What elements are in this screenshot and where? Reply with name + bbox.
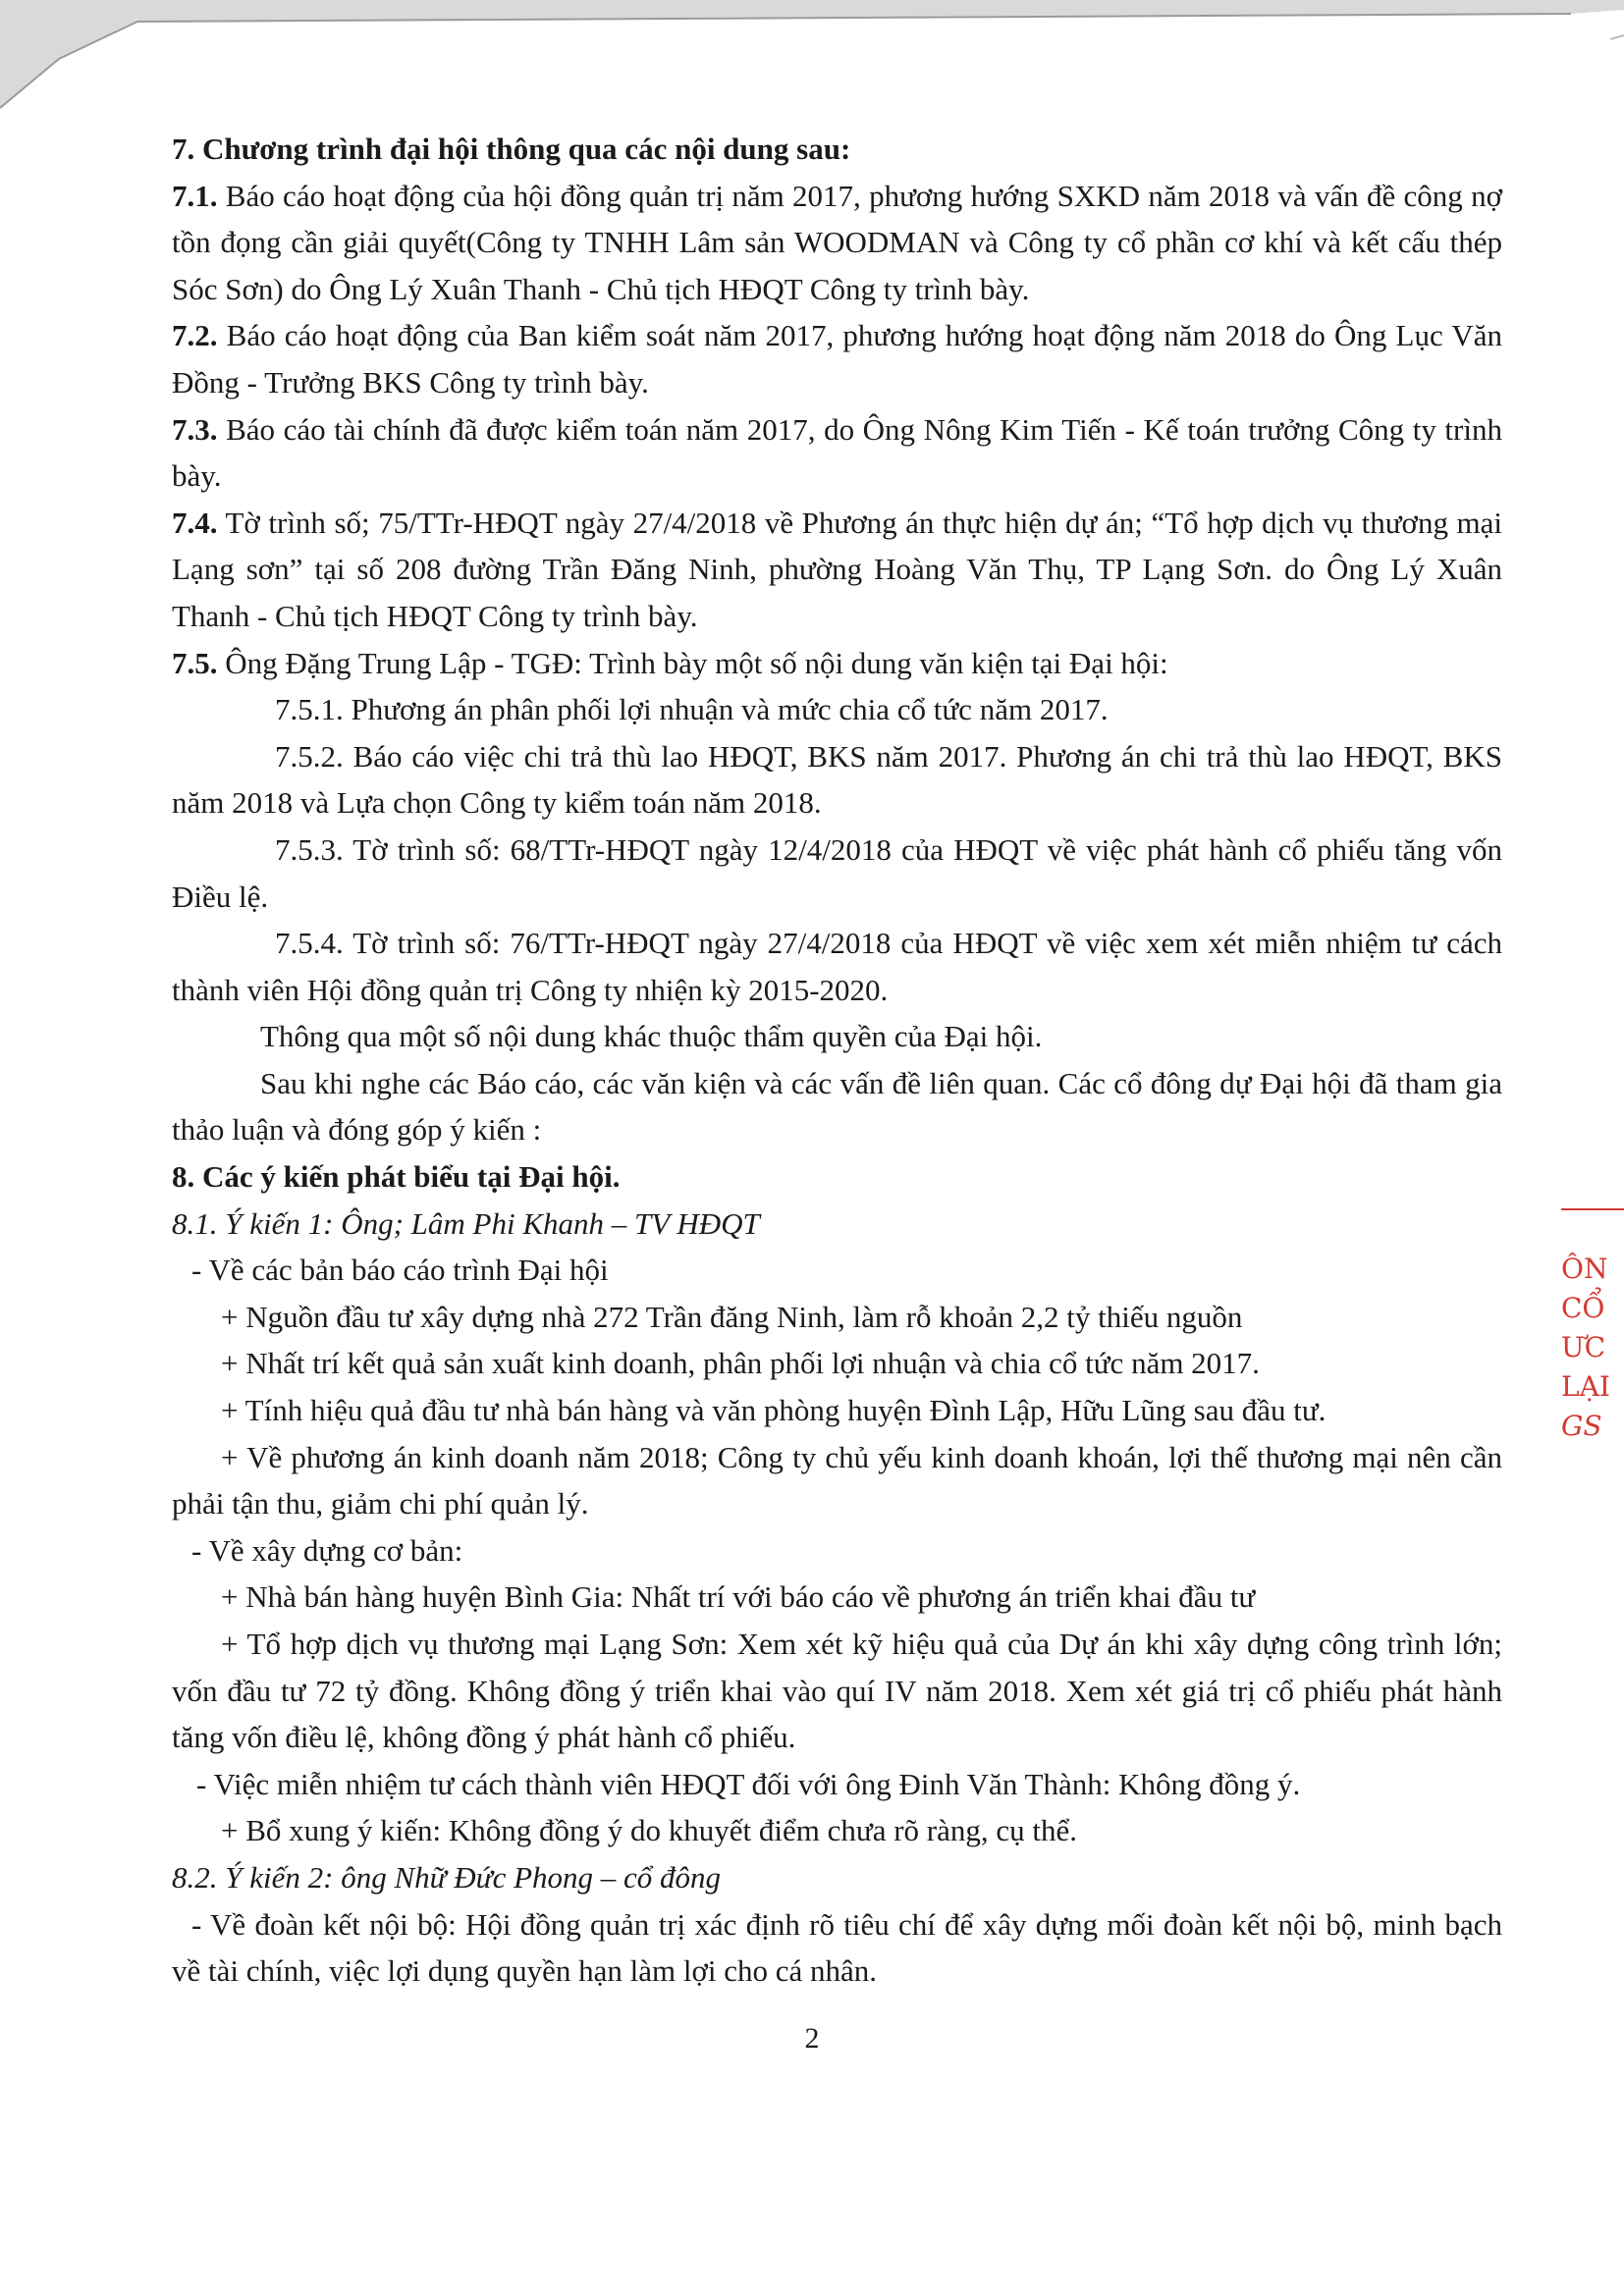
item-7-5-4: 7.5.4. Tờ trình số: 76/TTr-HĐQT ngày 27/4/2018 của HĐQT về việc xem xét miễn nhiệm tư cách thành viên Hội đồng quản trị Công ty nhiện kỳ 2015-2020. xyxy=(172,926,1502,1007)
item-7-5-2: 7.5.2. Báo cáo việc chi trả thù lao HĐQT, BKS năm 2017. Phương án chi trả thù lao HĐQT, BKS năm 2018 và Lựa chọn Công ty kiểm toán năm 2018. xyxy=(172,738,1502,821)
stamp-text-1: ÔN xyxy=(1561,1253,1608,1285)
section-8-heading: 8. Các ý kiến phát biểu tại Đại hội. xyxy=(172,1159,621,1195)
item-7-5-1: 7.5.1. Phương án phân phối lợi nhuận và mức chia cổ tức năm 2017. xyxy=(275,692,1109,727)
opinion-1-sub-5: + Nhà bán hàng huyện Bình Gia: Nhất trí với báo cáo về phương án triển khai đầu tư xyxy=(221,1579,1256,1615)
opinion-2-title: 8.2. Ý kiến 2: ông Nhữ Đức Phong – cổ đông xyxy=(172,1859,722,1895)
opinion-1-sub-4: + Về phương án kinh doanh năm 2018; Công ty chủ yếu kinh doanh khoán, lợi thế thương mại nên cần phải tận thu, giảm chi phí quản lý. xyxy=(172,1439,1502,1522)
item-7-5 xyxy=(172,640,1502,687)
opinion-1-point-reports: - Về các bản báo cáo trình Đại hội xyxy=(191,1253,609,1288)
section-7-heading: 7. Chương trình đại hội thông qua các nội dung sau: xyxy=(172,132,851,166)
item-7-4 xyxy=(172,500,1502,640)
item-7-4-number: 7.4. xyxy=(172,505,218,540)
stamp-text-5: GS xyxy=(1561,1410,1602,1442)
stamp-text-4: LẠI xyxy=(1561,1370,1610,1403)
document-page xyxy=(172,126,1502,1995)
opinion-1-sub-6: + Tổ hợp dịch vụ thương mại Lạng Sơn: Xem xét kỹ hiệu quả của Dự án khi xây dựng công trình lớn; vốn đầu tư 72 tỷ đồng. Không đồng ý triển khai vào quí IV năm 2018. Xem xét giá trị cổ phiếu phát hành tăng vốn điều lệ, không đồng ý phát hành cổ phiếu. xyxy=(172,1627,1502,1755)
item-7-2-number: 7.2. xyxy=(172,318,218,353)
item-7-1-text: Báo cáo hoạt động của hội đồng quản trị năm 2017, phương hướng SXKD năm 2018 và vấn đề công nợ tồn đọng cần giải quyết(Công ty TNHH Lâm sản WOODMAN và Công ty cổ phần cơ khí và kết cấu thép Sóc Sơn) do Ông Lý Xuân Thanh - Chủ tịch HĐQT Công ty trình bày. xyxy=(172,178,1502,306)
item-7-3-text: Báo cáo tài chính đã được kiểm toán năm 2017, do Ông Nông Kim Tiến - Kế toán trưởng Công ty trình bày. xyxy=(172,411,1502,494)
opinion-1-sub-7: + Bổ xung ý kiến: Không đồng ý do khuyết điểm chưa rõ ràng, cụ thể. xyxy=(221,1813,1077,1848)
discussion-intro: Sau khi nghe các Báo cáo, các văn kiện và các vấn đề liên quan. Các cổ đông dự Đại hội đã tham gia thảo luận và đóng góp ý kiến : xyxy=(172,1065,1502,1148)
opinion-1-point-dismissal: - Việc miễn nhiệm tư cách thành viên HĐQT đối với ông Đinh Văn Thành: Không đồng ý. xyxy=(196,1766,1301,1801)
opinion-1-sub-1: + Nguồn đầu tư xây dựng nhà 272 Trần đăng Ninh, làm rỗ khoản 2,2 tỷ thiếu nguồn xyxy=(221,1299,1243,1334)
item-7-3 xyxy=(172,406,1502,500)
opinion-2-point-unity: - Về đoàn kết nội bộ: Hội đồng quản trị xác định rõ tiêu chí để xây dựng mối đoàn kết nội bộ, minh bạch về tài chính, việc lợi dụng quyền hạn làm lợi cho cá nhân. xyxy=(172,1906,1502,1989)
item-7-1 xyxy=(172,173,1502,313)
opinion-1-sub-2: + Nhất trí kết quả sản xuất kinh doanh, phân phối lợi nhuận và chia cổ tức năm 2017. xyxy=(221,1346,1260,1381)
page-number: 2 xyxy=(804,2022,820,2055)
item-7-5-text: Ông Đặng Trung Lập - TGĐ: Trình bày một số nội dung văn kiện tại Đại hội: xyxy=(217,645,1168,680)
opinion-1-title: 8.1. Ý kiến 1: Ông; Lâm Phi Khanh – TV HĐQT xyxy=(172,1205,760,1241)
item-7-2 xyxy=(172,312,1502,405)
item-7-5-3: 7.5.3. Tờ trình số: 68/TTr-HĐQT ngày 12/4/2018 của HĐQT về việc phát hành cổ phiếu tăng vốn Điều lệ. xyxy=(172,831,1502,914)
stamp-text-3: ƯC xyxy=(1561,1331,1606,1363)
item-7-2-text: Báo cáo hoạt động của Ban kiểm soát năm 2017, phương hướng hoạt động năm 2018 do Ông Lục Văn Đồng - Trưởng BKS Công ty trình bày. xyxy=(172,318,1502,400)
item-7-5-number: 7.5. xyxy=(172,645,218,680)
opinion-1-sub-3: + Tính hiệu quả đầu tư nhà bán hàng và văn phòng huyện Đình Lập, Hữu Lũng sau đầu tư. xyxy=(221,1393,1326,1428)
item-7-1-number: 7.1. xyxy=(172,178,218,213)
red-stamp-fragment xyxy=(1561,1202,1624,1517)
stamp-text-2: CỔ xyxy=(1561,1292,1605,1324)
item-7-4-text: Tờ trình số; 75/TTr-HĐQT ngày 27/4/2018 về Phương án thực hiện dự án; “Tổ hợp dịch vụ thương mại Lạng sơn” tại số 208 đường Trần Đăng Ninh, phường Hoàng Văn Thụ, TP Lạng Sơn. do Ông Lý Xuân Thanh - Chủ tịch HĐQT Công ty trình bày. xyxy=(172,505,1502,633)
opinion-1-point-construction: - Về xây dựng cơ bản: xyxy=(191,1532,463,1568)
other-matters: Thông qua một số nội dung khác thuộc thẩm quyền của Đại hội. xyxy=(260,1019,1043,1054)
item-7-3-number: 7.3. xyxy=(172,411,218,447)
